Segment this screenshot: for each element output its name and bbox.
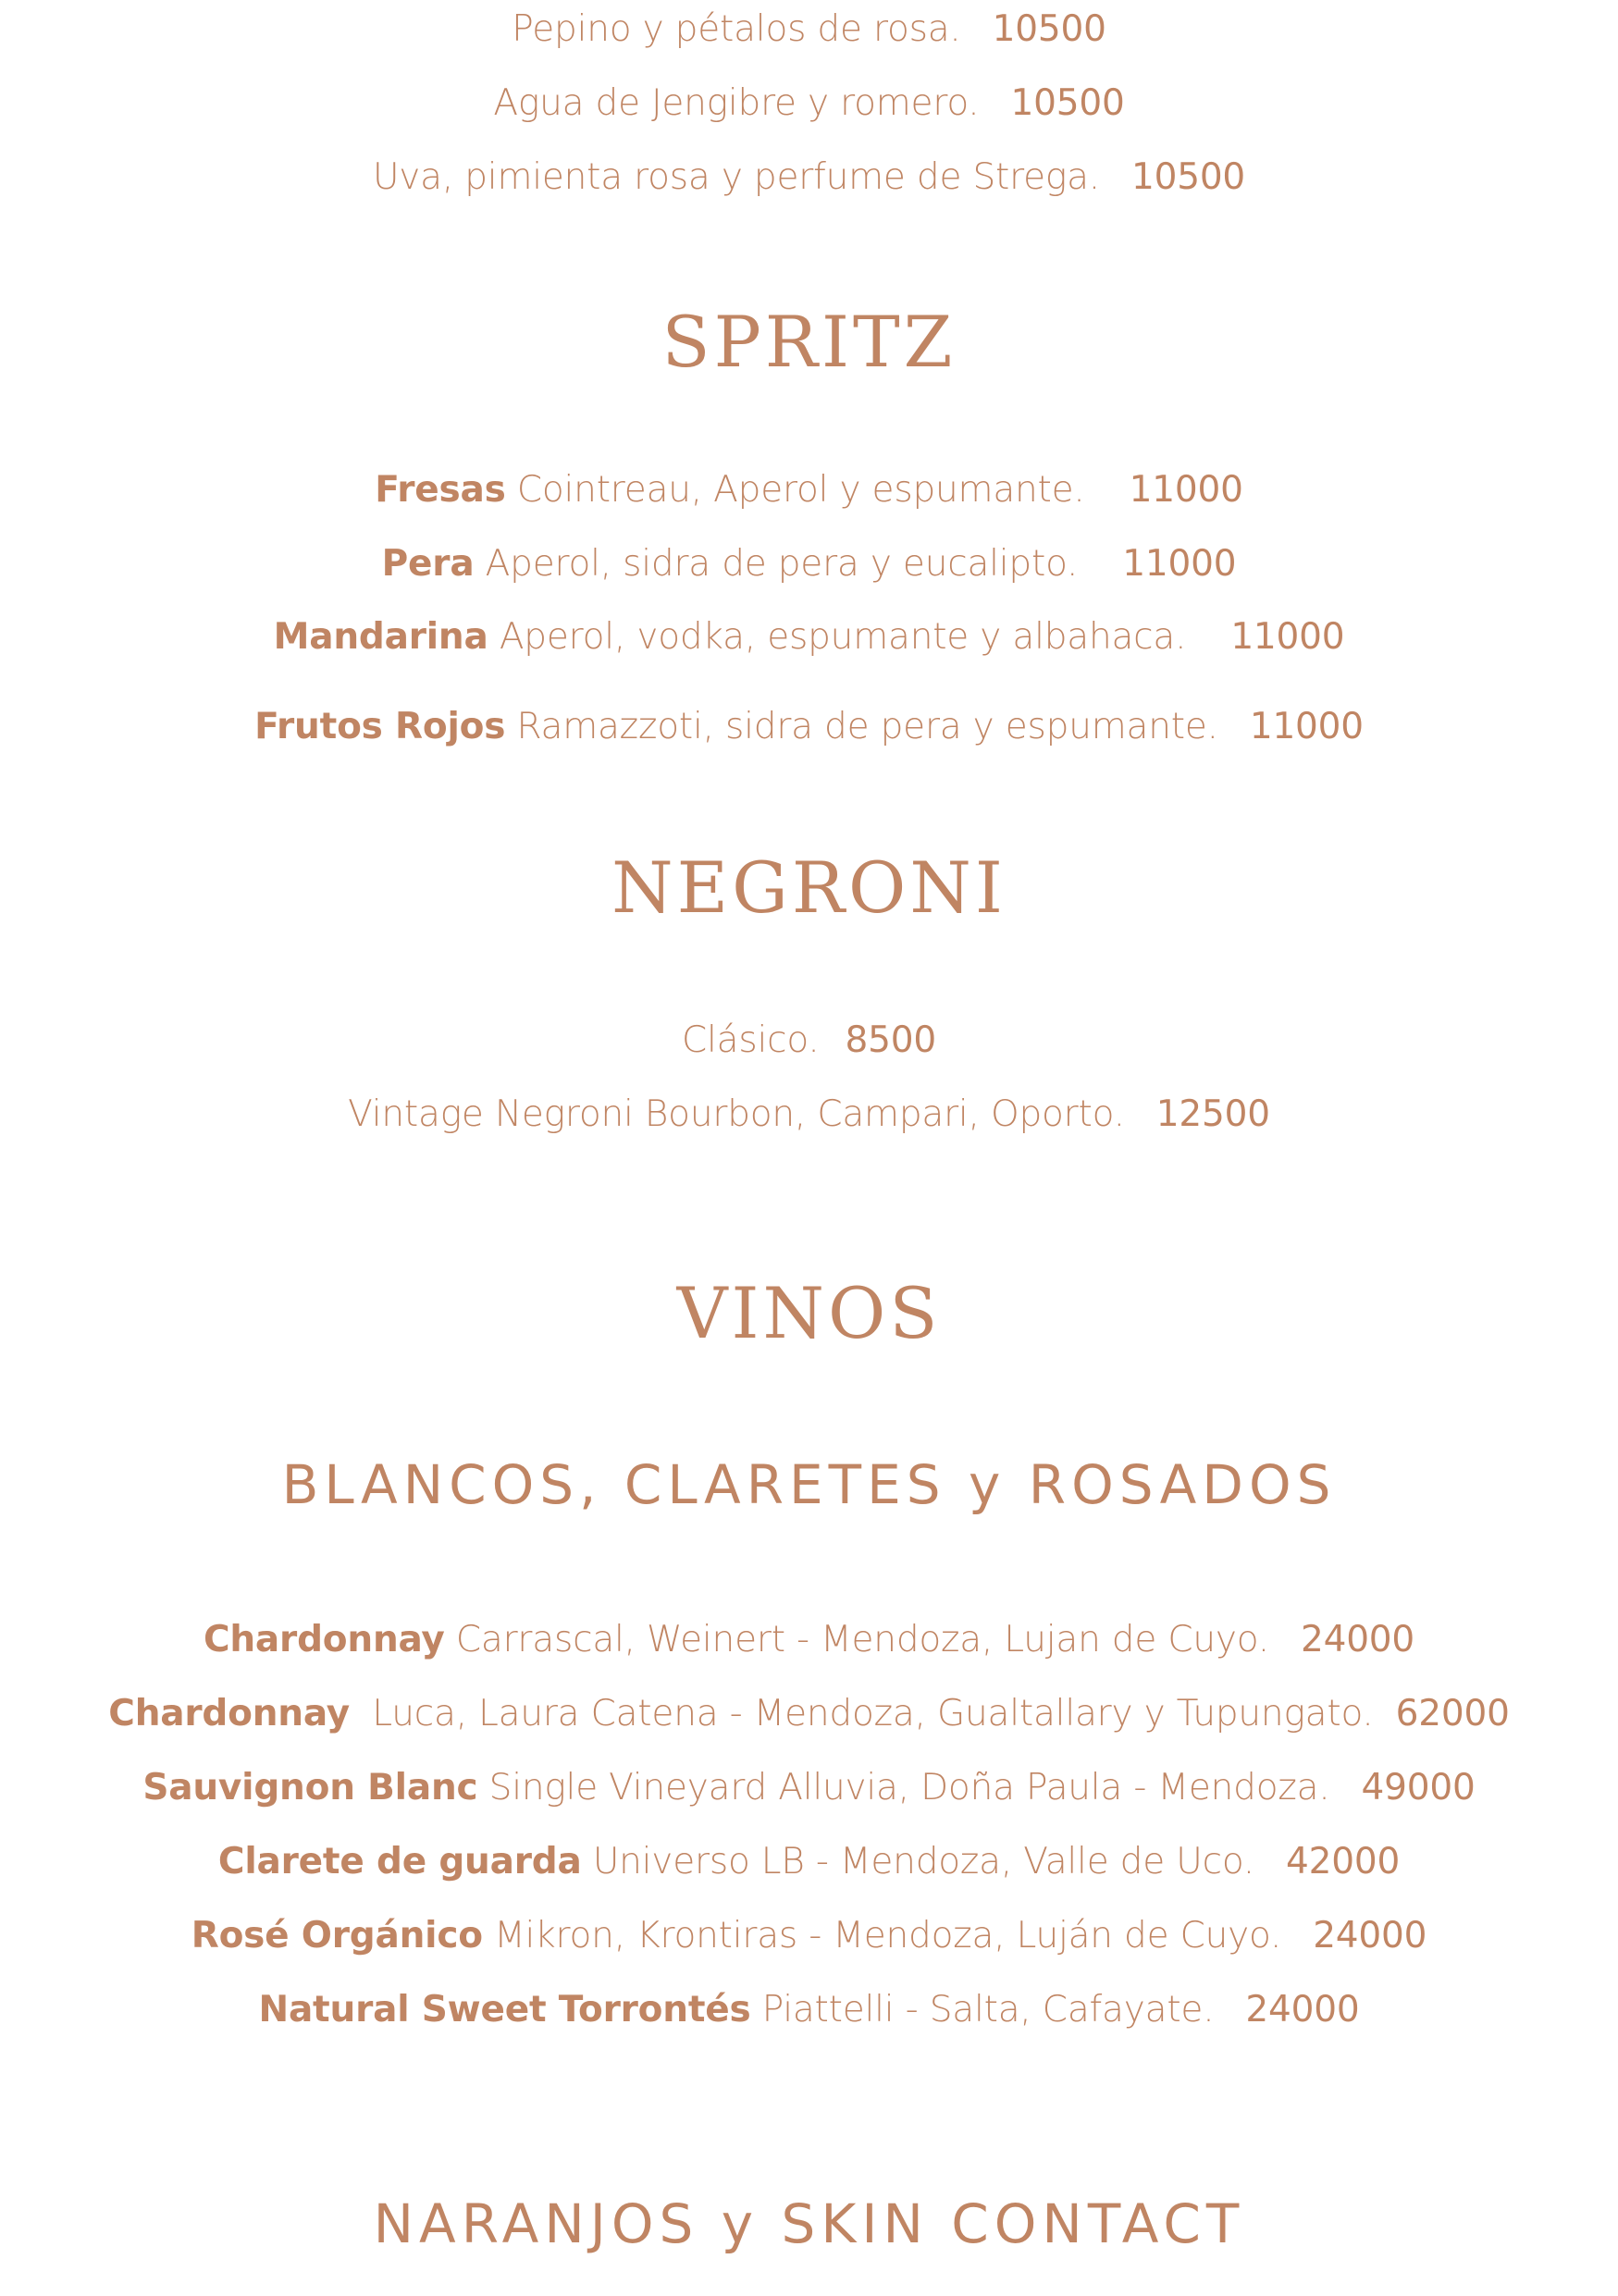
item-price: 12500 (1155, 1093, 1270, 1135)
wine-description: Piattelli - Salta, Cafayate. (761, 1989, 1215, 2031)
item-description: Aperol, vodka, espumante y albahaca. (499, 616, 1187, 658)
wine-item (0, 1913, 1618, 1959)
section-title-vinos: VINOS (676, 1272, 942, 1354)
item-name: Fresas (375, 469, 506, 511)
item-description: Pepino y pétalos de rosa. (512, 8, 961, 50)
menu-item (0, 6, 1618, 53)
wine-price: 42000 (1286, 1841, 1401, 1882)
wine-item (0, 1987, 1618, 2033)
item-price: 11000 (1249, 706, 1364, 747)
subsection-title-naranjos: NARANJOS y SKIN CONTACT (373, 2192, 1245, 2255)
item-price: 10500 (1130, 156, 1246, 198)
wine-description: Mikron, Krontiras - Mendoza, Luján de Cuyo. (494, 1915, 1282, 1957)
menu-item (0, 80, 1618, 127)
wine-description: Carrascal, Weinert - Mendoza, Lujan de Cuyo. (455, 1619, 1269, 1660)
menu-item (0, 541, 1618, 587)
menu-item (0, 1092, 1618, 1138)
item-description: Cointreau, Aperol y espumante. (516, 469, 1085, 511)
wine-name: Clarete de guarda (217, 1841, 582, 1882)
item-price: 10500 (1010, 82, 1125, 124)
item-description: Vintage Negroni Bourbon, Campari, Oporto. (348, 1093, 1125, 1135)
item-price: 11000 (1122, 543, 1237, 585)
wine-name: Chardonnay (108, 1693, 350, 1734)
wine-description: Single Vineyard Alluvia, Doña Paula - Mendoza. (488, 1767, 1330, 1808)
wine-description: Luca, Laura Catena - Mendoza, Gualtallary y Tupungato. (372, 1693, 1374, 1734)
wine-price: 24000 (1313, 1915, 1427, 1957)
item-description: Clásico. (682, 1019, 820, 1061)
wine-description: Universo LB - Mendoza, Valle de Uco. (592, 1841, 1254, 1882)
wine-price: 62000 (1395, 1693, 1510, 1734)
item-price: 8500 (845, 1019, 936, 1061)
item-name: Mandarina (273, 616, 488, 658)
wine-name: Rosé Orgánico (191, 1915, 483, 1957)
subsection-title-blancos: BLANCOS, CLARETES y ROSADOS (281, 1453, 1337, 1516)
menu-item (0, 154, 1618, 201)
section-title-negroni: NEGRONI (611, 846, 1007, 929)
item-name: Frutos Rojos (254, 706, 506, 747)
item-description: Aperol, sidra de pera y eucalipto. (485, 543, 1079, 585)
wine-name: Chardonnay (203, 1619, 445, 1660)
menu-item (0, 614, 1618, 660)
wine-item (0, 1839, 1618, 1885)
wine-name: Sauvignon Blanc (142, 1767, 478, 1808)
wine-item (0, 1617, 1618, 1663)
item-description: Ramazzoti, sidra de pera y espumante. (516, 706, 1218, 747)
section-title-spritz: SPRITZ (661, 301, 957, 383)
wine-price: 24000 (1245, 1989, 1360, 2031)
item-description: Uva, pimienta rosa y perfume de Strega. (372, 156, 1100, 198)
item-price: 10500 (992, 8, 1106, 50)
wine-item (0, 1765, 1618, 1811)
item-price: 11000 (1230, 616, 1345, 658)
wine-price: 49000 (1361, 1767, 1476, 1808)
item-description: Agua de Jengibre y romero. (493, 82, 980, 124)
wine-name: Natural Sweet Torrontés (258, 1989, 751, 2031)
menu-item (0, 704, 1618, 750)
item-price: 11000 (1129, 469, 1243, 511)
menu-item (0, 1018, 1618, 1064)
wine-item (0, 1691, 1618, 1737)
wine-price: 24000 (1300, 1619, 1415, 1660)
item-name: Pera (381, 543, 475, 585)
menu-item (0, 467, 1618, 513)
